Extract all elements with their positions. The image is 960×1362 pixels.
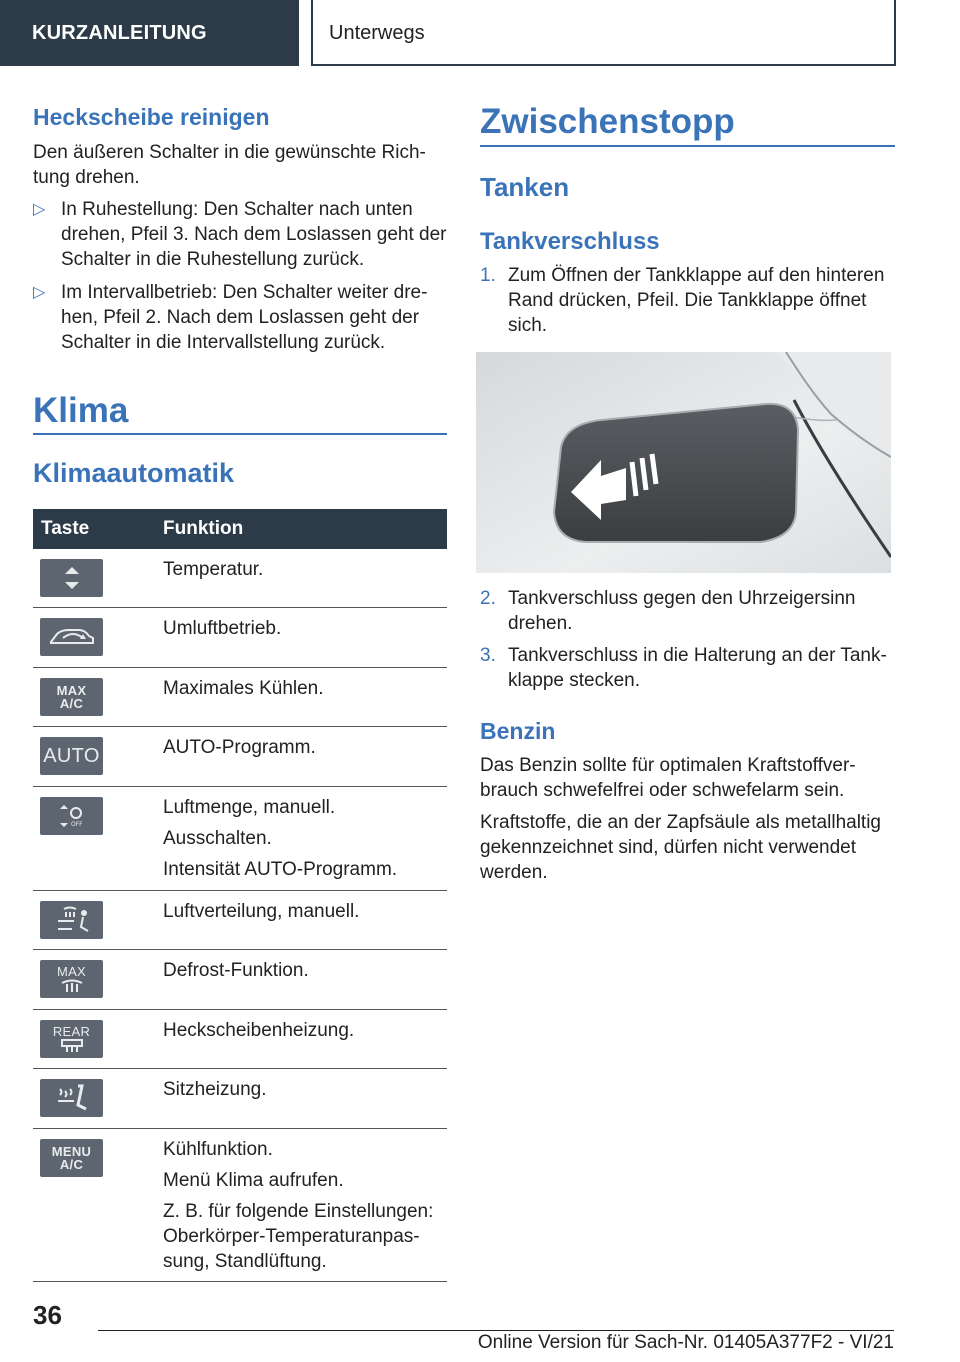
col-header-funktion: Funktion xyxy=(163,518,244,539)
table-cell-funktion: Defrost-Funktion. xyxy=(163,960,309,981)
heckscheibe-heading: Heckscheibe reinigen xyxy=(33,104,270,130)
table-row xyxy=(33,727,447,787)
table-cell-funktion: Temperatur. xyxy=(163,559,264,580)
table-cell-funktion: Kühlfunktion. Menü Klima aufrufen. Z. B. für folgende Einstellungen: Oberkörper-Temperaturanpas-sung, Standlüftung. xyxy=(163,1139,434,1272)
tankverschluss-heading: Tankverschluss xyxy=(480,228,660,255)
table-cell-funktion: Maximales Kühlen. xyxy=(163,678,324,699)
triangle-bullet-icon: ▷ xyxy=(33,201,46,218)
table-cell-funktion: AUTO-Programm. xyxy=(163,737,316,758)
table-row xyxy=(33,1069,447,1129)
table-cell-funktion: Luftmenge, manuell. Ausschalten. Intensität AUTO-Programm. xyxy=(163,797,398,880)
page-header xyxy=(0,0,960,66)
page-number: 36 xyxy=(33,1300,62,1330)
menu-ac-icon: MENU A/C xyxy=(40,1139,103,1177)
benzin-heading: Benzin xyxy=(480,718,556,744)
section-tab: Unterwegs xyxy=(311,0,896,66)
step-3: 3. Tankverschluss in die Halterung an der Tank-klappe stecken. xyxy=(480,645,887,691)
heckscheibe-bullet-1: ▷ In Ruhestellung: Den Schalter nach unten drehen, Pfeil 3. Nach dem Loslassen geht der Schalter in die Ruhestellung zurück. xyxy=(33,199,447,270)
zwischenstopp-rule xyxy=(480,145,895,147)
table-cell-funktion: Sitzheizung. xyxy=(163,1079,267,1100)
table-row xyxy=(33,1129,447,1282)
table-cell-funktion: Luftverteilung, manuell. xyxy=(163,901,360,922)
footer-rule xyxy=(98,1330,894,1331)
table-row xyxy=(33,1010,447,1069)
fan-off-icon xyxy=(40,797,103,835)
table-row xyxy=(33,608,447,668)
max-ac-icon: MAX A/C xyxy=(40,678,103,716)
step-1: 1. Zum Öffnen der Tankklappe auf den hinteren Rand drücken, Pfeil. Die Tankklappe öffnet sich. xyxy=(480,265,885,336)
triangle-bullet-icon: ▷ xyxy=(33,284,46,301)
table-row xyxy=(33,549,447,608)
table-cell-funktion: Heckscheibenheizung. xyxy=(163,1020,355,1041)
zwischenstopp-heading: Zwischenstopp xyxy=(480,102,735,141)
table-row xyxy=(33,891,447,950)
klima-rule xyxy=(33,433,447,435)
table-row xyxy=(33,668,447,727)
fuel-flap-photo xyxy=(476,352,891,573)
table-row xyxy=(33,950,447,1010)
max-defrost-icon: MAX xyxy=(40,960,103,998)
chapter-tab: KURZANLEITUNG xyxy=(0,0,299,66)
table-cell-funktion: Umluftbetrieb. xyxy=(163,618,282,639)
air-distribution-icon xyxy=(40,901,103,939)
heckscheibe-intro: Den äußeren Schalter in die gewünschte Rich-tung drehen. xyxy=(33,142,426,188)
table-row xyxy=(33,787,447,891)
benzin-paragraph-1: Das Benzin sollte für optimalen Kraftstoffver-brauch schwefelfrei oder schwefelarm sein. xyxy=(480,755,856,801)
rear-defrost-icon: REAR xyxy=(40,1020,103,1058)
seat-heating-icon xyxy=(40,1079,103,1117)
auto-icon: AUTO xyxy=(40,737,103,775)
heckscheibe-bullet-2: ▷ Im Intervallbetrieb: Den Schalter weiter dre-hen, Pfeil 2. Nach dem Loslassen geht der Schalter in die Intervallstellung zurück. xyxy=(33,282,428,353)
online-version-note: Online Version für Sach-Nr. 01405A377F2 - VI/21 xyxy=(477,1332,894,1353)
col-header-taste: Taste xyxy=(41,518,90,539)
klima-heading: Klima xyxy=(33,391,129,430)
klima-table xyxy=(33,509,447,1282)
table-header xyxy=(33,509,447,549)
recirculation-car-icon xyxy=(40,618,103,656)
step-2: 2. Tankverschluss gegen den Uhrzeigersinn drehen. xyxy=(480,588,856,634)
svg-text:OFF: OFF xyxy=(70,821,83,828)
klimaautomatik-heading: Klimaautomatik xyxy=(33,458,235,488)
temperature-arrows-icon xyxy=(40,559,103,597)
benzin-paragraph-2: Kraftstoffe, die an der Zapfsäule als metallhaltig gekennzeichnet sind, dürfen nicht verwendet werden. xyxy=(480,812,881,883)
tanken-heading: Tanken xyxy=(480,172,570,202)
